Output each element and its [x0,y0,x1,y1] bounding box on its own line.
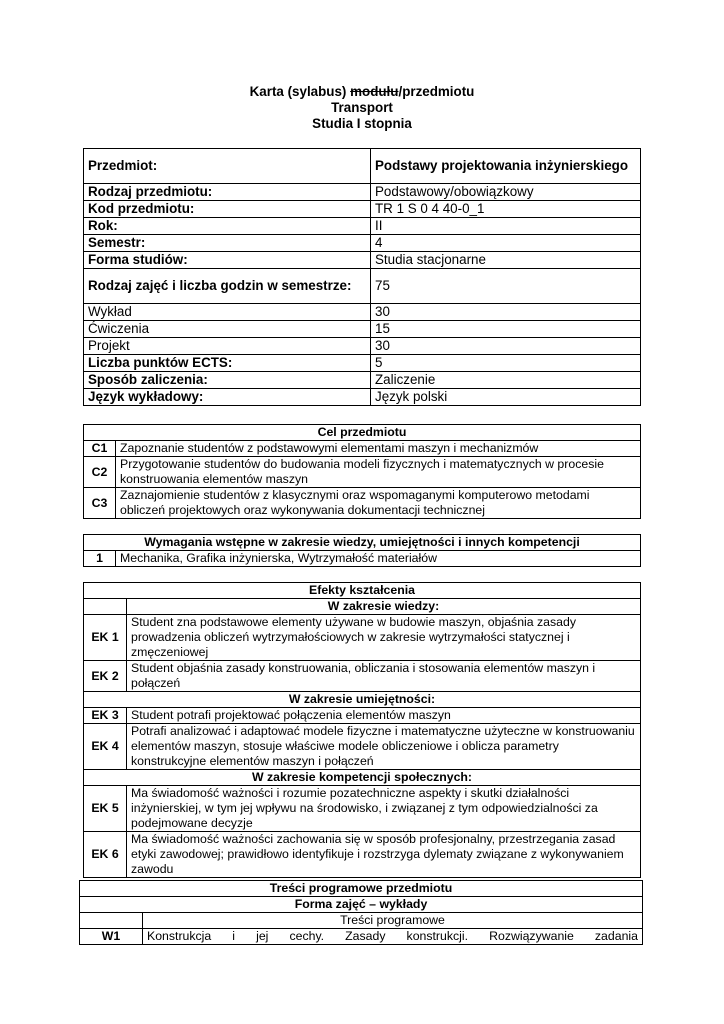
info-value: 15 [371,321,641,338]
info-row [84,235,641,252]
info-label: Projekt [84,338,371,355]
header-title-pre: Karta (sylabus) [249,84,351,99]
objective-text: Przygotowanie studentów do budowania modeli fizycznych i matematycznych w procesie konstruowania elementów maszyn [116,457,641,488]
info-value: 75 [371,269,641,304]
info-label: Semestr: [84,235,371,252]
objectives-title: Cel przedmiotu [84,425,641,441]
info-value: Podstawowy/obowiązkowy [371,184,641,201]
info-value: Podstawy projektowania inżynierskiego [371,149,641,184]
outcomes-section-social: W zakresie kompetencji społecznych: [84,770,641,786]
outcome-text: Student objaśnia zasady konstruowania, obliczania i stosowania elementów maszyn i połączeń [127,661,641,692]
info-label: Rok: [84,218,371,235]
prerequisite-text: Mechanika, Grafika inżynierska, Wytrzymałość materiałów [116,551,641,567]
outcome-text: Ma świadomość ważności zachowania się w sposób profesjonalny, przestrzegania zasad etyki zawodowej; prawidłowo identyfikuje i rozstrzyga dylematy związane z wykonywaniem zawodu [127,832,641,878]
info-value: II [371,218,641,235]
info-row [84,201,641,218]
info-row [84,389,641,406]
prerequisite-code: 1 [84,551,116,567]
info-value: Zaliczenie [371,372,641,389]
program-row-code: W1 [80,929,143,945]
objectives-table [83,424,641,519]
info-label: Język wykładowy: [84,389,371,406]
info-label: Przedmiot: [84,149,371,184]
info-row [84,218,641,235]
program-row-text: Konstrukcja i jej cechy. Zasady konstrukcji. Rozwiązywanie zadania [143,929,643,945]
info-row [84,372,641,389]
outcomes-section-knowledge: W zakresie wiedzy: [127,599,641,615]
info-value: 5 [371,355,641,372]
info-row [84,321,641,338]
info-label: Forma studiów: [84,252,371,269]
info-row [84,149,641,184]
program-content-title: Treści programowe przedmiotu [80,881,643,897]
info-label: Kod przedmiotu: [84,201,371,218]
info-label: Ćwiczenia [84,321,371,338]
outcomes-section-skills: W zakresie umiejętności: [84,692,641,708]
header-title-struck: modułu [350,84,399,99]
objective-code: C1 [84,441,116,457]
header-subject: Transport [331,100,393,115]
info-label: Rodzaj przedmiotu: [84,184,371,201]
learning-outcomes-table [83,582,641,878]
document-header [0,84,724,132]
info-value: 4 [371,235,641,252]
program-content-table [79,880,643,945]
info-label: Rodzaj zajęć i liczba godzin w semestrze: [84,269,371,304]
outcome-text: Ma świadomość ważności i rozumie pozatechniczne aspekty i skutki działalności inżynierskiej, w tym jej wpływu na środowisko, i związanej z tym odpowiedzialności za podejmowane decyzje [127,786,641,832]
outcome-code: EK 5 [84,786,127,832]
outcome-code: EK 4 [84,724,127,770]
header-title-post: /przedmiotu [398,84,475,99]
outcome-code: EK 2 [84,661,127,692]
info-row [84,304,641,321]
outcome-code: EK 6 [84,832,127,878]
info-row [84,269,641,304]
outcome-code: EK 3 [84,708,127,724]
objective-code: C3 [84,488,116,519]
prerequisites-title: Wymagania wstępne w zakresie wiedzy, umiejętności i innych kompetencji [84,535,641,551]
info-value: 30 [371,304,641,321]
subject-info-table [83,148,641,406]
info-row [84,355,641,372]
objective-text: Zaznajomienie studentów z klasycznymi oraz wspomaganymi komputerowo metodami obliczeń projektowych oraz wykonywania dokumentacji technicznej [116,488,641,519]
info-value: 30 [371,338,641,355]
info-row [84,252,641,269]
program-form-title: Forma zajęć – wykłady [80,897,643,913]
outcome-text: Student potrafi projektować połączenia elementów maszyn [127,708,641,724]
info-row [84,184,641,201]
outcome-text: Potrafi analizować i adaptować modele fizyczne i matematyczne użyteczne w konstruowaniu elementów maszyn, stosuje właściwe modele obliczeniowe i oblicza parametry konstrukcyjne elementów maszyn i połączeń [127,724,641,770]
header-title-line [0,84,724,100]
info-row [84,338,641,355]
objective-code: C2 [84,457,116,488]
info-value: Studia stacjonarne [371,252,641,269]
info-value: Język polski [371,389,641,406]
info-value: TR 1 S 0 4 40-0_1 [371,201,641,218]
info-label: Liczba punktów ECTS: [84,355,371,372]
program-column-header: Treści programowe [143,913,643,929]
outcome-text: Student zna podstawowe elementy używane w budowie maszyn, objaśnia zasady prowadzenia obliczeń wytrzymałościowych w zakresie wytrzymałości statycznej i zmęczeniowej [127,615,641,661]
outcome-code: EK 1 [84,615,127,661]
info-label: Sposób zaliczenia: [84,372,371,389]
info-label: Wykład [84,304,371,321]
header-level: Studia I stopnia [312,116,412,131]
outcomes-title: Efekty kształcenia [84,583,641,599]
objective-text: Zapoznanie studentów z podstawowymi elementami maszyn i mechanizmów [116,441,641,457]
prerequisites-table [83,534,641,567]
